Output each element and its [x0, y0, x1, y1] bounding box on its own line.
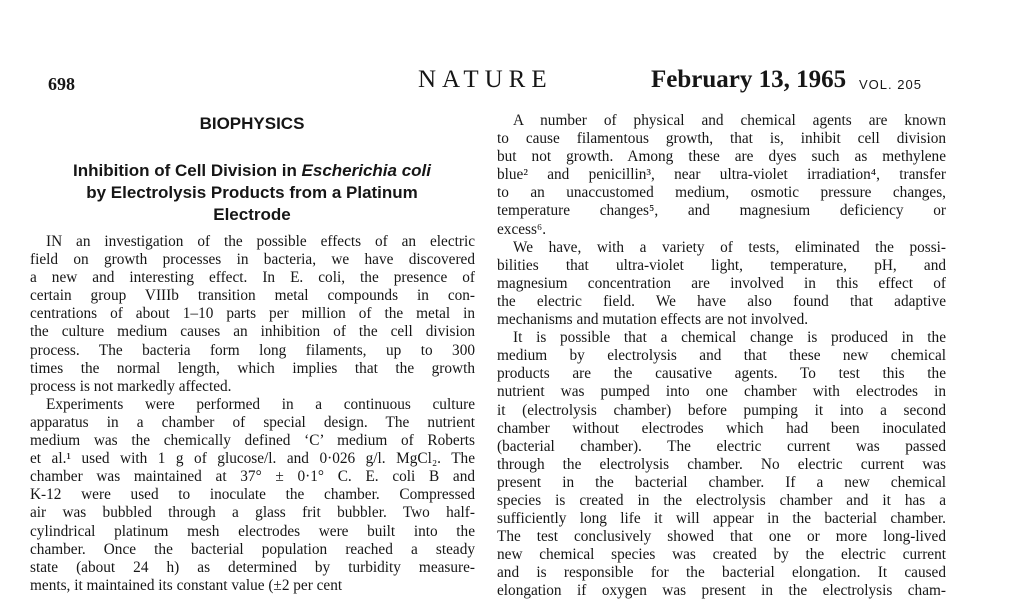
text-line: and is responsible for the bacterial elongation. It caused [497, 564, 946, 582]
section-heading: BIOPHYSICS [199, 114, 305, 133]
text-line: nutrient was pumped into one chamber with electrodes in [497, 383, 946, 401]
text-line: ments, it maintained its constant value (±2 per cent [30, 576, 343, 594]
text-line: A number of physical and chemical agents are known [513, 112, 946, 129]
right-column [497, 112, 946, 601]
text-line: elongation if oxygen was present in the electrolysis cham- [497, 582, 946, 600]
text-line: but not growth. Among these are dyes such as methylene [497, 148, 946, 166]
text-line: We have, with a variety of tests, eliminated the possi- [513, 238, 946, 256]
text-line: It is possible that a chemical change is produced in the [513, 329, 946, 347]
text-line: process is not markedly affected. [30, 377, 232, 395]
volume-label: VOL. 205 [859, 77, 922, 92]
text-line: excess⁶. [497, 220, 547, 238]
text-line: chamber was maintained at 37° ± 0·1° C. E. coli B and [30, 468, 475, 486]
text-line: magnesium concentration are involved in this effect of [497, 274, 946, 292]
title-line: Inhibition of Cell Division in Escherichia coli [73, 161, 431, 180]
text-line: state (about 24 h) as determined by turbidity measure- [30, 558, 475, 576]
journal-title: NATURE [418, 66, 553, 93]
issue-date: February 13, 1965 [651, 66, 847, 93]
text-line: IN an investigation of the possible effects of an electric [46, 233, 475, 250]
text-line: sufficiently long life it will appear in the bacterial chamber. [497, 510, 946, 528]
text-line: medium by electrolysis and that these new chemical [497, 347, 946, 365]
text-line: chamber. Once the bacterial population reached a steady [30, 540, 475, 558]
text-line: The test conclusively showed that one or more long-lived [497, 528, 946, 546]
text-line: products are the causative agents. To test this the [497, 365, 946, 383]
text-line: species is created in the electrolysis chamber and it has a [497, 491, 946, 509]
text-line: air was bubbled through a glass frit bubbler. Two half- [30, 504, 475, 522]
text-line: medium was the chemically defined ‘C’ medium of Roberts [30, 432, 475, 450]
text-line: through the electrolysis chamber. No electric current was [497, 455, 946, 473]
text-line: a new and interesting effect. In E. coli, the presence of [30, 269, 475, 287]
text-line: to cause filamentous growth, that is, inhibit cell division [497, 130, 946, 148]
text-line: it (electrolysis chamber) before pumping it into a second [497, 401, 946, 419]
text-line: blue² and penicillin³, near ultra-violet irradiation⁴, transfer [497, 166, 946, 184]
text-line: (bacterial chamber). The electric current was passed [497, 437, 946, 455]
left-column [30, 233, 475, 595]
text-line: times the normal length, which implies that the growth [30, 359, 475, 377]
text-line: centrations of about 1–10 parts per million of the metal in [30, 305, 475, 323]
article-title [30, 160, 474, 226]
text-line: et al.¹ used with 1 g of glucose/l. and 0·026 g/l. MgCl₂. The [30, 450, 475, 468]
text-line: process. The bacteria form long filaments, up to 300 [30, 341, 475, 359]
text-line: cylindrical platinum mesh electrodes were built into the [30, 522, 475, 540]
title-line: by Electrolysis Products from a Platinum [86, 183, 418, 202]
text-line: Experiments were performed in a continuous culture [46, 395, 475, 413]
text-line: the electric field. We have also found that adaptive [497, 292, 946, 310]
text-line: K-12 were used to inoculate the chamber. Compressed [30, 486, 475, 504]
text-line: certain group VIIIb transition metal compounds in con- [30, 287, 475, 305]
text-line: apparatus in a chamber of special design. The nutrient [30, 413, 475, 431]
page-number: 698 [48, 74, 75, 94]
text-line: new chemical species was created by the electric current [497, 546, 946, 564]
text-line: mechanisms and mutation effects are not involved. [497, 311, 809, 329]
text-line: field on growth processes in bacteria, we have discovered [30, 251, 475, 269]
text-line: to an unaccustomed medium, osmotic pressure changes, [497, 184, 946, 202]
text-line: the culture medium causes an inhibition of the cell division [30, 323, 475, 341]
text-line: chamber without electrodes which had been inoculated [497, 419, 946, 437]
text-line: bilities that ultra-violet light, temperature, pH, and [497, 256, 946, 274]
title-line: Electrode [213, 205, 291, 224]
text-line: present in the bacterial chamber. If a new chemical [497, 473, 946, 491]
text-line: temperature changes⁵, and magnesium deficiency or [497, 202, 946, 220]
